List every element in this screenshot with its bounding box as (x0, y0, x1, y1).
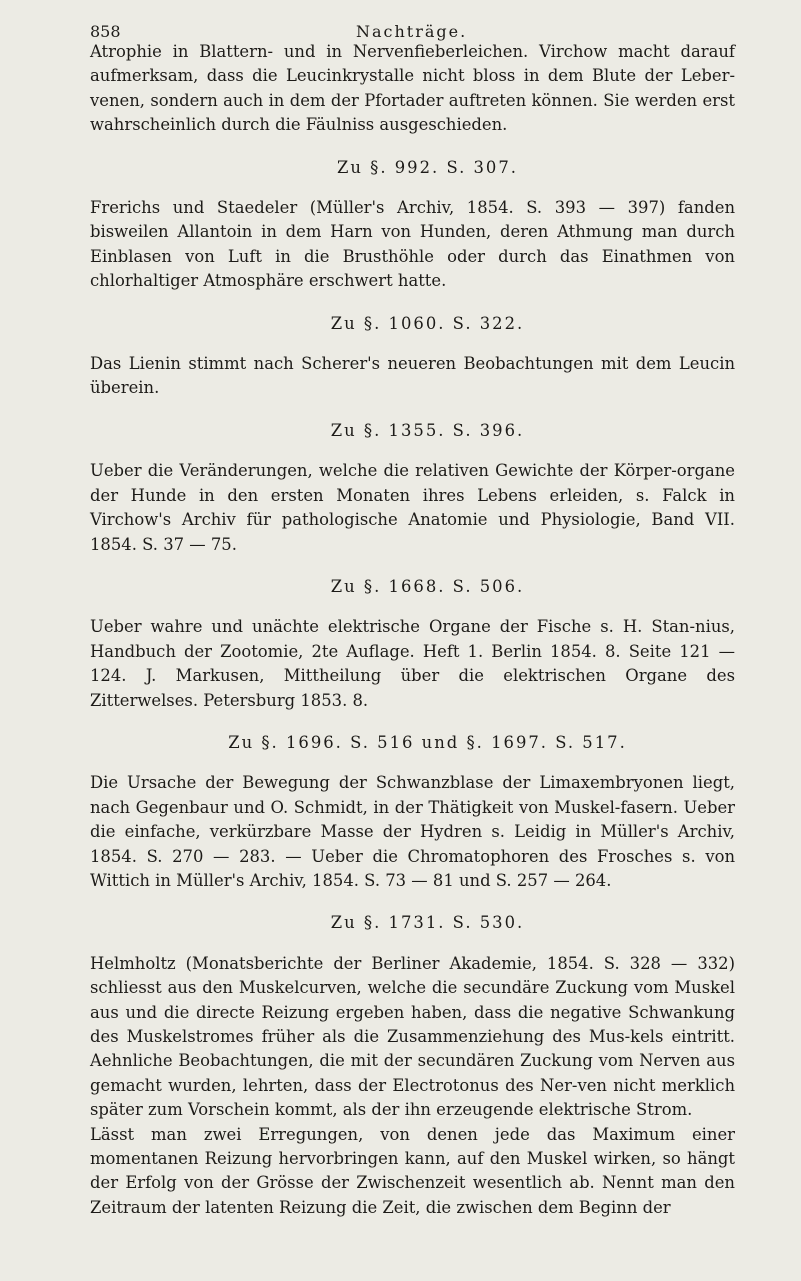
paragraph: Atrophie in Blattern- und in Nervenfieberleichen. Virchow macht darauf aufmerksam, dass die Leucinkrystalle nicht bloss in dem Blute der Leber-venen, sondern auch in dem der Pfortader auftreten können. Sie werden erst wahrscheinlich durch die Fäulniss ausgeschieden. (90, 42, 735, 135)
running-head (90, 0, 735, 40)
section-heading: Zu §. 1696. S. 516 und §. 1697. S. 517. (228, 732, 627, 752)
paragraph: Ueber wahre und unächte elektrische Organe der Fische s. H. Stan-nius, Handbuch der Zootomie, 2te Auflage. Heft 1. Berlin 1854. 8. Seite 121 — 124. J. Markusen, Mittheilung über die elektrischen Organe des Zitterwelses. Petersburg 1853. 8. (90, 617, 735, 710)
section-heading: Zu §. 1355. S. 396. (330, 420, 525, 440)
paragraph: Helmholtz (Monatsberichte der Berliner Akademie, 1854. S. 328 — 332) schliesst aus den Muskelcurven, welche die secundäre Zuckung vom Muskel aus und die directe Reizung ergeben haben, dass die negative Schwankung des Muskelstromes früher als die Zusammenziehung des Mus-kels eintritt. Aehnliche Beobachtungen, die mit der secundären Zuckung vom Nerven aus gemacht wurden, lehrten, dass der Electrotonus des Ner-ven nicht merklich später zum Vorschein kommt, als der ihn erzeugende elektrische Strom. (90, 953, 735, 1120)
paragraph: Ueber die Veränderungen, welche die relativen Gewichte der Körper-organe der Hunde in den ersten Monaten ihres Lebens erleiden, s. Falck in Virchow's Archiv für pathologische Anatomie und Physiologie, Band VII. 1854. S. 37 — 75. (90, 461, 735, 554)
page-body (90, 40, 735, 1220)
section-heading: Zu §. 1731. S. 530. (330, 913, 525, 933)
paragraph: Frerichs und Staedeler (Müller's Archiv, 1854. S. 393 — 397) fanden bisweilen Allantoin in dem Harn von Hunden, deren Athmung man durch Einblasen von Luft in die Brusthöhle oder durch das Einathmen von chlorhaltiger Atmosphäre erschwert hatte. (90, 198, 735, 291)
running-title: Nachträge. (356, 22, 468, 41)
section-heading: Zu §. 1060. S. 322. (330, 313, 525, 333)
section-heading: Zu §. 1668. S. 506. (330, 576, 525, 596)
paragraph: Das Lienin stimmt nach Scherer's neueren Beobachtungen mit dem Leucin überein. (90, 354, 735, 398)
section-heading: Zu §. 992. S. 307. (336, 157, 519, 177)
paragraph: Lässt man zwei Erregungen, von denen jede das Maximum einer momentanen Reizung hervorbringen kann, auf den Muskel wirken, so hängt der Erfolg von der Grösse der Zwischenzeit wesentlich ab. Nennt man den Zeitraum der latenten Reizung die Zeit, die zwischen dem Beginn der (90, 1124, 735, 1217)
paragraph: Die Ursache der Bewegung der Schwanzblase der Limaxembryonen liegt, nach Gegenbaur und O. Schmidt, in der Thätigkeit von Muskel-fasern. Ueber die einfache, verkürzbare Masse der Hydren s. Leidig in Müller's Archiv, 1854. S. 270 — 283. — Ueber die Chromatophoren des Frosches s. von Wittich in Müller's Archiv, 1854. S. 73 — 81 und S. 257 — 264. (90, 773, 735, 890)
page-number: 858 (90, 22, 121, 41)
